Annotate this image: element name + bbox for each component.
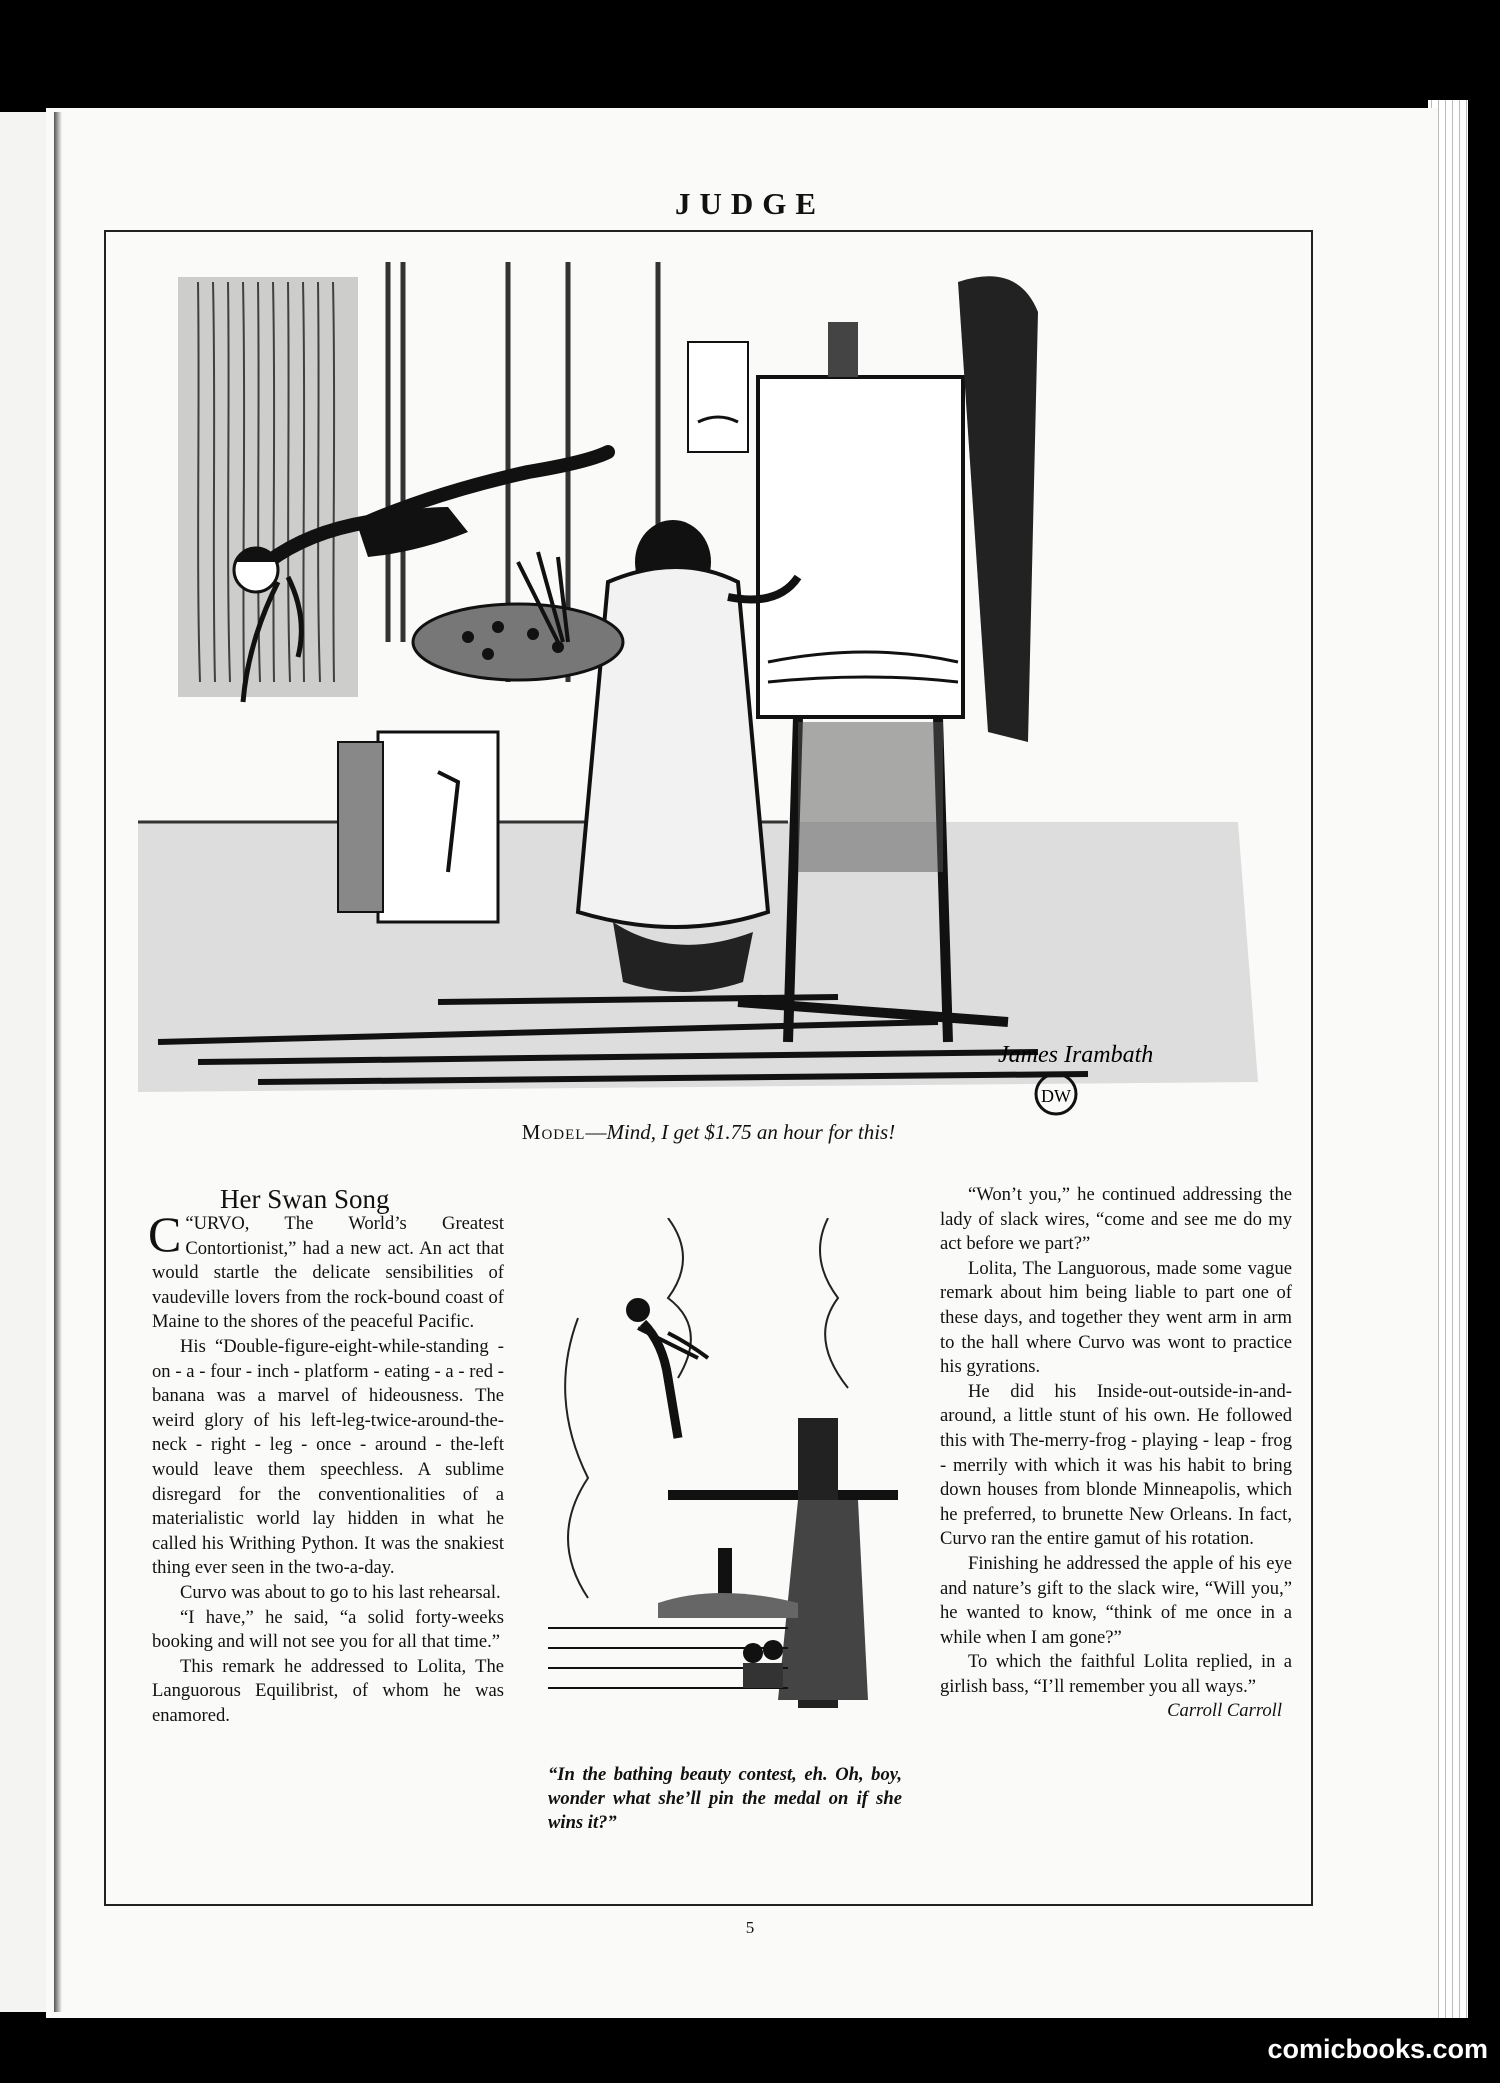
- story-byline: Carroll Carroll: [1167, 1700, 1282, 1722]
- story-paragraph: Finishing he addressed the apple of his eye and nature’s gift to the slack wire, “Will you,” he wanted to know, “think of me once in a while when I am gone?”: [940, 1552, 1292, 1648]
- caption-speaker: Model: [521, 1120, 586, 1144]
- site-watermark: comicbooks.com: [1267, 2034, 1488, 2064]
- story-paragraph: His “Double-figure-eight-while-standing - on - a - four - inch - platform - eating - a - red - banana was a marvel of hideousness. The weird glory of his left-leg-twice-around-the-neck - right - leg - once - around - the-left would leave them speechless. A sublime disregard for the conventionalities of a materialistic world lay hidden in what he called his Writhing Python. It was the snakiest thing ever seen in the two-a-day.: [152, 1335, 504, 1579]
- story-paragraph: Lolita, The Languorous, made some vague remark about him being liable to part one of these days, and together they went arm in arm to the hall where Curvo was wont to practice his gyrations.: [940, 1257, 1292, 1378]
- spine-shadow: [54, 112, 62, 2012]
- story-column-right: [940, 1183, 1292, 1724]
- cartoon-monogram: DW: [1041, 1086, 1071, 1106]
- artist-studio-cartoon: [138, 262, 1288, 1124]
- story-paragraph: This remark he addressed to Lolita, The Languorous Equilibrist, of whom he was enamored.: [152, 1655, 504, 1726]
- caption-dash: —: [585, 1120, 607, 1144]
- cartoon-caption: [104, 1120, 1313, 1145]
- diving-beauty-cartoon: [548, 1218, 902, 1708]
- caption-text: Mind, I get $1.75 an hour for this!: [606, 1120, 896, 1144]
- spot-cartoon-caption: “In the bathing beauty contest, eh. Oh, boy, wonder what she’ll pin the medal on if she wins it?”: [548, 1764, 902, 1833]
- story-column-left: [148, 1206, 504, 1728]
- drop-cap: C: [148, 1206, 182, 1262]
- running-head: JUDGE: [674, 186, 826, 221]
- story-paragraph: “I have,” he said, “a solid forty-weeks booking and will not see you for all that time.”: [152, 1606, 504, 1653]
- story-paragraph: C “URVO, The World’s Greatest Contortionist,” had a new act. An act that would startle the delicate sensibilities of vaudeville lovers from the rock-bound coast of Maine to the shores of the peaceful Pacific.: [148, 1206, 504, 1333]
- cartoon-signature: James Irambath: [998, 1042, 1154, 1068]
- story-paragraph: “Won’t you,” he continued addressing the lady of slack wires, “come and see me do my act before we part?”: [940, 1184, 1292, 1255]
- page-number: 5: [745, 1918, 755, 1937]
- story-paragraph: Curvo was about to go to his last rehearsal.: [180, 1581, 501, 1603]
- story-paragraph: To which the faithful Lolita replied, in a girlish bass, “I’ll remember you all ways.” Carroll Carroll: [940, 1650, 1292, 1699]
- story-title: Her Swan Song: [220, 1184, 390, 1214]
- story-paragraph: He did his Inside-out-outside-in-and-around, a little stunt of his own. He followed this with The-merry-frog - playing - leap - frog - merrily with which it was his habit to bring down houses from blonde Minneapolis, which he preferred, to brunette New Orleans. In fact, Curvo ran the entire gamut of his rotation.: [940, 1380, 1292, 1550]
